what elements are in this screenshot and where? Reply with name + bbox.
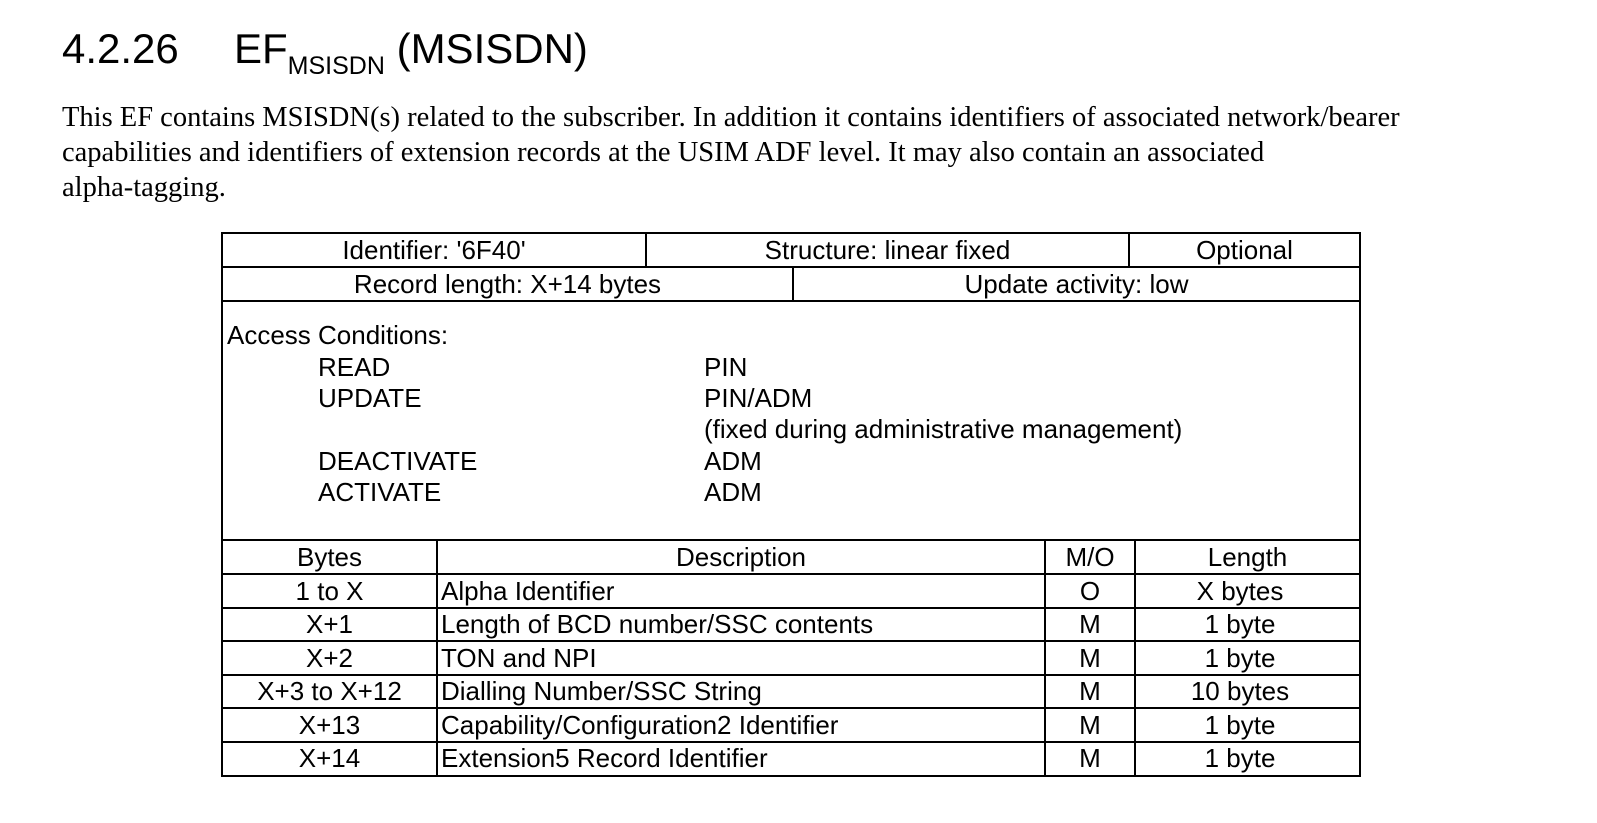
cell-description: Dialling Number/SSC String bbox=[441, 676, 762, 706]
access-cond: ADM bbox=[704, 446, 762, 476]
header-mo: M/O bbox=[1065, 542, 1115, 572]
cell-length: 1 byte bbox=[1204, 609, 1276, 639]
cell-bytes: X+3 to X+12 bbox=[257, 676, 402, 706]
cell-description: Extension5 Record Identifier bbox=[441, 743, 768, 773]
cell-mo: O bbox=[1079, 576, 1101, 606]
identifier-cell: Identifier: '6F40' bbox=[342, 235, 526, 265]
cell-description: Length of BCD number/SSC contents bbox=[441, 609, 874, 639]
access-cond: ADM bbox=[704, 477, 762, 507]
status-cell: Optional bbox=[1196, 235, 1293, 265]
structure-cell: Structure: linear fixed bbox=[764, 235, 1011, 265]
cell-description: Capability/Configuration2 Identifier bbox=[441, 710, 839, 740]
cell-mo: M bbox=[1079, 743, 1101, 773]
paragraph-line: This EF contains MSISDN(s) related to the subscriber. In addition it contains identifiers of associated network/bearer bbox=[62, 102, 1400, 133]
ef-label: EF bbox=[234, 25, 288, 72]
col-divider bbox=[436, 539, 438, 777]
update-activity-cell: Update activity: low bbox=[964, 269, 1189, 299]
cell-length: 1 byte bbox=[1204, 643, 1276, 673]
header-description: Description bbox=[675, 542, 807, 572]
cell-description: Alpha Identifier bbox=[441, 576, 615, 606]
access-cond: (fixed during administrative management) bbox=[704, 414, 1183, 444]
description-paragraph bbox=[62, 100, 1542, 205]
cell-mo: M bbox=[1079, 710, 1101, 740]
access-op: UPDATE bbox=[318, 383, 422, 413]
cell-mo: M bbox=[1079, 609, 1101, 639]
access-cond: PIN/ADM bbox=[704, 383, 813, 413]
cell-mo: M bbox=[1079, 676, 1101, 706]
cell-bytes: X+2 bbox=[306, 643, 353, 673]
access-op: ACTIVATE bbox=[318, 477, 442, 507]
access-cond: PIN bbox=[704, 352, 748, 382]
access-conditions-title: Access Conditions: bbox=[227, 320, 449, 350]
ef-subscript: MSISDN bbox=[287, 52, 385, 80]
cell-length: 1 byte bbox=[1204, 743, 1276, 773]
header-length: Length bbox=[1207, 542, 1288, 572]
cell-length: 10 bytes bbox=[1190, 676, 1290, 706]
cell-bytes: X+13 bbox=[298, 710, 361, 740]
record-length-cell: Record length: X+14 bytes bbox=[353, 269, 662, 299]
section-number: 4.2.26 bbox=[62, 25, 179, 72]
cell-description: TON and NPI bbox=[441, 643, 597, 673]
paragraph-line: capabilities and identifiers of extension records at the USIM ADF level. It may also contain an associated bbox=[62, 137, 1265, 168]
header-bytes: Bytes bbox=[296, 542, 363, 572]
cell-bytes: X+14 bbox=[298, 743, 361, 773]
access-op: DEACTIVATE bbox=[318, 446, 478, 476]
cell-bytes: 1 to X bbox=[295, 576, 364, 606]
cell-mo: M bbox=[1079, 643, 1101, 673]
ef-name: (MSISDN) bbox=[396, 25, 588, 72]
section-heading bbox=[62, 22, 588, 93]
access-op: READ bbox=[318, 352, 391, 382]
cell-length: 1 byte bbox=[1204, 710, 1276, 740]
cell-bytes: X+1 bbox=[306, 609, 353, 639]
cell-length: X bytes bbox=[1196, 576, 1284, 606]
paragraph-line: alpha-tagging. bbox=[62, 172, 226, 203]
